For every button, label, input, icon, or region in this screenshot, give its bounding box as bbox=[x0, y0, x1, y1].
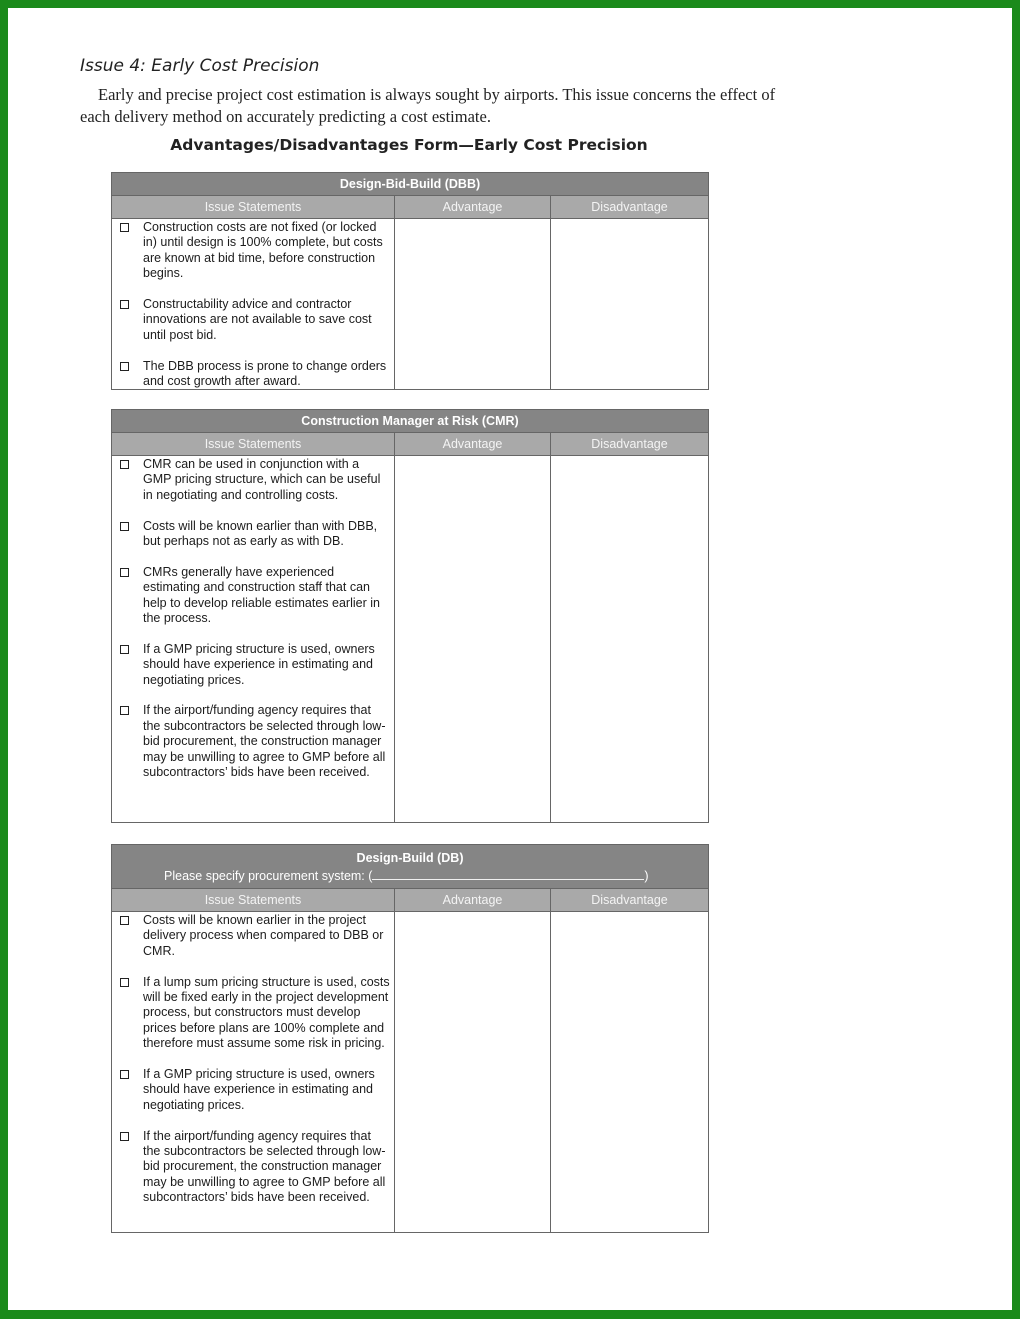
cmr-item: CMRs generally have experienced estimating and construction staff that can help to develop reliable estimates earlier in the process. bbox=[120, 565, 390, 627]
cmr-col-advantage: Advantage bbox=[395, 433, 551, 456]
cmr-disadvantage-cell[interactable] bbox=[551, 456, 709, 823]
checkbox-icon[interactable] bbox=[120, 362, 129, 371]
checkbox-icon[interactable] bbox=[120, 916, 129, 925]
cmr-issue-cell bbox=[112, 456, 395, 823]
dbb-col-advantage: Advantage bbox=[395, 196, 551, 219]
cmr-item: If a GMP pricing structure is used, owners should have experience in estimating and negotiating prices. bbox=[120, 642, 390, 688]
checkbox-icon[interactable] bbox=[120, 706, 129, 715]
checkbox-icon[interactable] bbox=[120, 223, 129, 232]
db-header bbox=[112, 845, 709, 889]
checkbox-icon[interactable] bbox=[120, 568, 129, 577]
checkbox-icon[interactable] bbox=[120, 978, 129, 987]
dbb-title: Design-Bid-Build (DBB) bbox=[112, 173, 709, 196]
dbb-col-issue: Issue Statements bbox=[112, 196, 395, 219]
db-item: Costs will be known earlier in the project delivery process when compared to DBB or CMR. bbox=[120, 913, 390, 959]
db-table bbox=[111, 844, 709, 1233]
db-item: If the airport/funding agency requires that the subcontractors be selected through low-bid procurement, the construction manager may be unwilling to agree to GMP before all subcontractors’ bids have been received. bbox=[120, 1129, 390, 1206]
form-title: Advantages/Disadvantages Form—Early Cost Precision bbox=[170, 136, 648, 154]
db-col-advantage: Advantage bbox=[395, 889, 551, 912]
cmr-item: Costs will be known earlier than with DBB, but perhaps not as early as with DB. bbox=[120, 519, 390, 550]
cmr-item: If the airport/funding agency requires that the subcontractors be selected through low-bid procurement, the construction manager may be unwilling to agree to GMP before all subcontractors’ bids have been received. bbox=[120, 703, 390, 780]
dbb-issue-cell bbox=[112, 219, 395, 390]
db-item: If a lump sum pricing structure is used, costs will be fixed early in the project development process, but constructors must develop prices before plans are 100% complete and therefore must assume some risk in pricing. bbox=[120, 975, 390, 1052]
document-page bbox=[8, 8, 1012, 1310]
issue-title: Issue 4: Early Cost Precision bbox=[80, 56, 320, 76]
cmr-table bbox=[111, 409, 709, 823]
dbb-col-disadvantage: Disadvantage bbox=[551, 196, 709, 219]
checkbox-icon[interactable] bbox=[120, 1070, 129, 1079]
cmr-advantage-cell[interactable] bbox=[395, 456, 551, 823]
dbb-disadvantage-cell[interactable] bbox=[551, 219, 709, 390]
db-col-issue: Issue Statements bbox=[112, 889, 395, 912]
cmr-col-issue: Issue Statements bbox=[112, 433, 395, 456]
cmr-col-disadvantage: Disadvantage bbox=[551, 433, 709, 456]
db-advantage-cell[interactable] bbox=[395, 912, 551, 1233]
db-title: Design-Build (DB) bbox=[356, 850, 464, 865]
dbb-advantage-cell[interactable] bbox=[395, 219, 551, 390]
procurement-input[interactable] bbox=[372, 868, 644, 880]
db-item: If a GMP pricing structure is used, owners should have experience in estimating and negotiating prices. bbox=[120, 1067, 390, 1113]
db-disadvantage-cell[interactable] bbox=[551, 912, 709, 1233]
checkbox-icon[interactable] bbox=[120, 1132, 129, 1141]
checkbox-icon[interactable] bbox=[120, 460, 129, 469]
cmr-title: Construction Manager at Risk (CMR) bbox=[112, 410, 709, 433]
dbb-item: Constructability advice and contractor innovations are not available to save cost until post bid. bbox=[120, 297, 390, 343]
db-col-disadvantage: Disadvantage bbox=[551, 889, 709, 912]
procurement-line: Please specify procurement system: ( ) bbox=[164, 868, 649, 883]
intro-paragraph: Early and precise project cost estimation is always sought by airports. This issue concerns the effect of each delivery method on accurately predicting a cost estimate. bbox=[80, 85, 776, 126]
db-issue-cell bbox=[112, 912, 395, 1233]
checkbox-icon[interactable] bbox=[120, 522, 129, 531]
dbb-item: The DBB process is prone to change orders and cost growth after award. bbox=[120, 359, 390, 390]
dbb-item: Construction costs are not fixed (or locked in) until design is 100% complete, but costs are known at bid time, before construction begins. bbox=[120, 220, 390, 282]
checkbox-icon[interactable] bbox=[120, 300, 129, 309]
cmr-item: CMR can be used in conjunction with a GMP pricing structure, which can be useful in negotiating and controlling costs. bbox=[120, 457, 390, 503]
dbb-table bbox=[111, 172, 709, 390]
checkbox-icon[interactable] bbox=[120, 645, 129, 654]
